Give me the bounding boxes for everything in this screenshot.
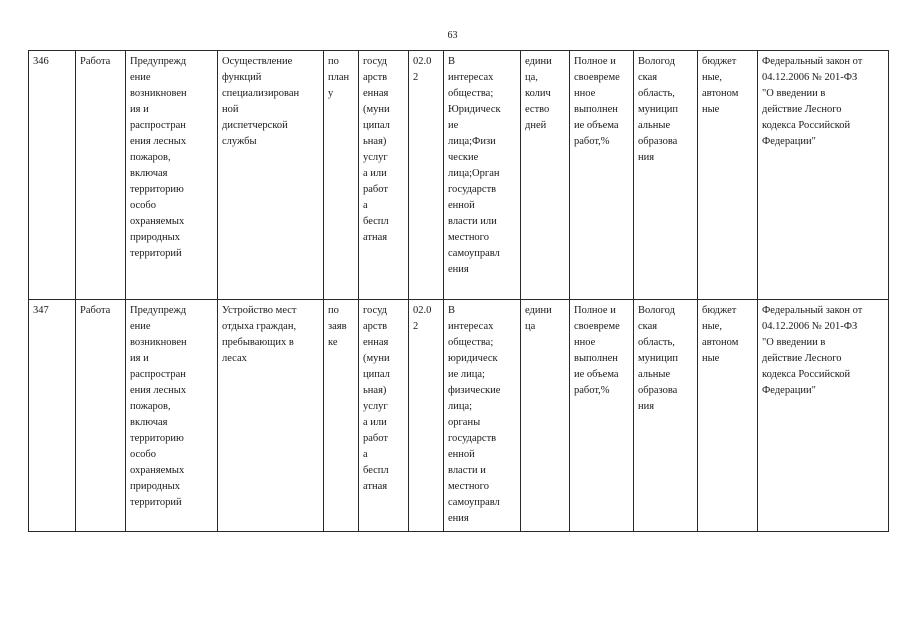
row-code: 02.0 2 (409, 51, 444, 300)
row-unit: едини ца (521, 300, 570, 532)
row-type: Работа (76, 300, 126, 532)
registry-table (28, 50, 889, 532)
row-service-kind: госуд арств енная (муни ципал ьная) услуг а или работ а беспл атная (359, 300, 409, 532)
table-row (29, 51, 889, 300)
row-number: 347 (29, 300, 76, 532)
row-purpose: Предупрежд ение возникновен ия и распростран ения лесных пожаров, включая территорию особо охраняемых природных территорий (126, 300, 218, 532)
row-law: Федеральный закон от 04.12.2006 № 201-ФЗ "О введении в действие Лесного кодекса Российской Федерации" (758, 300, 889, 532)
row-consumers: В интересах общества; юридическ ие лица; физические лица; органы государств енной власти и местного самоуправл ения (444, 300, 521, 532)
row-indicator: Полное и своевреме нное выполнен ие объема работ,% (570, 300, 634, 532)
row-basis: по заяв ке (324, 300, 359, 532)
row-law: Федеральный закон от 04.12.2006 № 201-ФЗ "О введении в действие Лесного кодекса Российской Федерации" (758, 51, 889, 300)
row-indicator: Полное и своевреме нное выполнен ие объема работ,% (570, 51, 634, 300)
row-consumers: В интересах общества; Юридическ ие лица;Физи ческие лица;Орган государств енной власти или местного самоуправл ения (444, 51, 521, 300)
table-row (29, 300, 889, 532)
row-content: Осуществление функций специализирован ной диспетчерской службы (218, 51, 324, 300)
row-institution: бюджет ные, автоном ные (698, 300, 758, 532)
row-region: Вологод ская область, муницип альные образова ния (634, 51, 698, 300)
row-unit: едини ца, колич ество дней (521, 51, 570, 300)
row-code: 02.0 2 (409, 300, 444, 532)
row-purpose: Предупрежд ение возникновен ия и распростран ения лесных пожаров, включая территорию особо охраняемых природных территорий (126, 51, 218, 300)
page-number: 63 (447, 30, 458, 41)
row-content: Устройство мест отдыха граждан, пребывающих в лесах (218, 300, 324, 532)
row-type: Работа (76, 51, 126, 300)
row-service-kind: госуд арств енная (муни ципал ьная) услуг а или работ а беспл атная (359, 51, 409, 300)
row-basis: по план у (324, 51, 359, 300)
row-institution: бюджет ные, автоном ные (698, 51, 758, 300)
row-number: 346 (29, 51, 76, 300)
row-region: Вологод ская область, муницип альные образова ния (634, 300, 698, 532)
